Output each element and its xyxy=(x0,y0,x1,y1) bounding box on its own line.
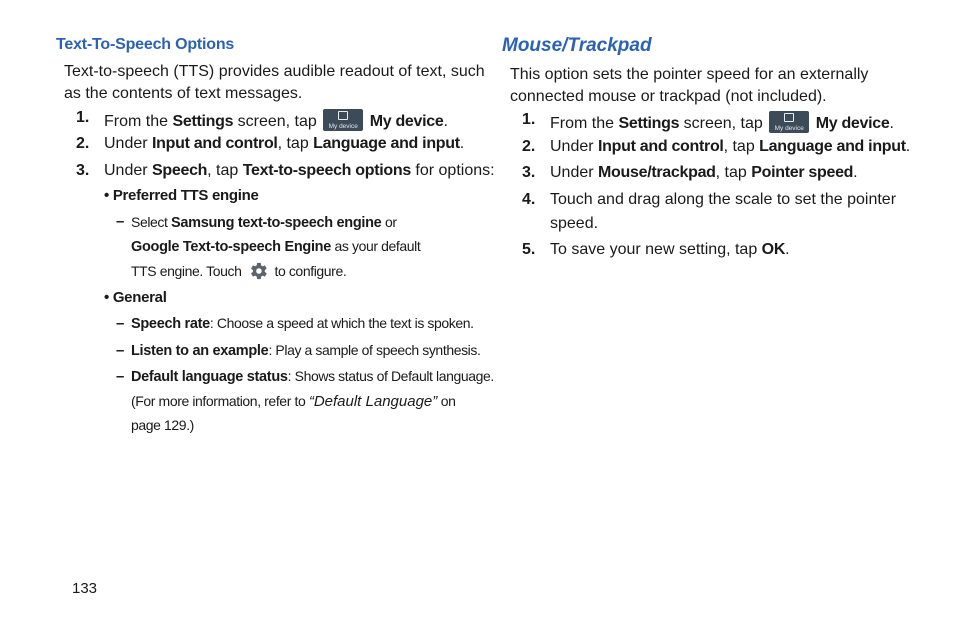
preferred-line-2 xyxy=(131,238,420,255)
my-device-icon xyxy=(769,111,809,133)
section-heading: Mouse/Trackpad xyxy=(502,35,652,56)
my-device-icon-label: My device xyxy=(774,125,804,132)
step-text xyxy=(550,164,858,182)
my-device-icon-label: My device xyxy=(328,123,358,130)
google-engine-label: Google Text-to-speech Engine xyxy=(131,239,331,255)
step-number: 3. xyxy=(522,164,536,181)
input-control-label: Input and control xyxy=(152,135,278,152)
mouse-intro-line-1: This option sets the pointer speed for an externally xyxy=(510,66,869,83)
pointer-speed-label: Pointer speed xyxy=(751,164,854,181)
my-device-icon xyxy=(323,109,363,131)
step-text-part: for options: xyxy=(410,162,495,179)
step-number: 2. xyxy=(522,138,536,155)
text-part: Select xyxy=(131,214,171,230)
language-input-label: Language and input xyxy=(313,135,460,152)
text-part: (For more information, refer to xyxy=(131,393,309,409)
step-text-part: screen, tap xyxy=(233,113,322,130)
default-language-status-label: Default language status xyxy=(131,369,288,385)
step-text-part: From the xyxy=(104,113,173,130)
step-text-part: Under xyxy=(104,162,153,179)
text-part: : Choose a speed at which the text is spoken. xyxy=(209,315,474,331)
settings-label: Settings xyxy=(618,115,680,132)
device-glyph xyxy=(338,111,348,120)
step-text xyxy=(104,135,464,153)
text-part: TTS engine. Touch xyxy=(131,263,242,279)
step-text-part: screen, tap xyxy=(679,115,768,132)
bullet-general: • General xyxy=(104,289,167,306)
step-text-part: Under xyxy=(104,135,153,152)
my-device-label: My device xyxy=(815,115,890,132)
step-text-part: . xyxy=(443,113,448,130)
step-text-part: Under xyxy=(550,138,599,155)
step-text-part: , tap xyxy=(207,162,243,179)
dash-marker: – xyxy=(116,213,125,230)
step-text-part: To save your new setting, tap xyxy=(550,241,762,258)
step-text-continuation: speed. xyxy=(550,215,599,232)
text-part: as your default xyxy=(331,238,421,254)
text-part: : Shows status of Default language. xyxy=(287,368,494,384)
step-number: 2. xyxy=(76,135,90,152)
preferred-line-1 xyxy=(131,214,397,231)
step-text-part: . xyxy=(785,241,790,258)
step-text xyxy=(550,241,790,259)
bullet-preferred-tts: • Preferred TTS engine xyxy=(104,187,259,204)
step-number: 3. xyxy=(76,162,90,179)
step-text xyxy=(550,138,910,156)
dash-marker: – xyxy=(116,342,125,359)
reference-line-1 xyxy=(131,393,456,410)
listen-example-label: Listen to an example xyxy=(131,343,269,359)
step-number: 4. xyxy=(522,191,536,208)
step-text-part: Under xyxy=(550,164,599,181)
step-number: 1. xyxy=(76,109,90,126)
mouse-trackpad-label: Mouse/trackpad xyxy=(598,164,716,181)
section-subheading: Text-To-Speech Options xyxy=(56,36,235,53)
step-text-part: From the xyxy=(550,115,619,132)
step-text xyxy=(550,111,894,133)
ok-label: OK xyxy=(761,241,786,258)
step-text-part: . xyxy=(905,138,911,155)
input-control-label: Input and control xyxy=(598,138,724,155)
text-part: to configure. xyxy=(274,263,347,279)
text-part: on xyxy=(437,393,456,409)
page-number: 133 xyxy=(72,580,98,597)
step-text xyxy=(104,162,495,180)
reference-line-2: page 129.) xyxy=(131,417,194,433)
general-item-listen-example xyxy=(131,342,481,359)
step-text-part: , tap xyxy=(277,135,314,152)
step-text-part: . xyxy=(853,164,858,181)
step-number: 5. xyxy=(522,241,536,258)
step-number: 1. xyxy=(522,111,536,128)
tts-intro-line-2: as the contents of text messages. xyxy=(64,85,303,102)
my-device-label: My device xyxy=(369,113,444,130)
text-part: or xyxy=(381,214,397,230)
default-language-link[interactable]: “Default Language” xyxy=(308,393,438,410)
speech-rate-label: Speech rate xyxy=(131,316,210,332)
device-glyph xyxy=(784,113,794,122)
tts-options-label: Text-to-speech options xyxy=(242,162,411,179)
step-text-part: . xyxy=(459,135,465,152)
step-text xyxy=(104,109,448,131)
tts-intro-line-1: Text-to-speech (TTS) provides audible readout of text, such xyxy=(64,63,485,80)
mouse-intro-line-2: connected mouse or trackpad (not included). xyxy=(510,88,827,105)
dash-marker: – xyxy=(116,315,125,332)
gear-icon xyxy=(247,260,269,282)
text-part: : Play a sample of speech synthesis. xyxy=(268,342,481,358)
step-text: Touch and drag along the scale to set the pointer xyxy=(550,191,897,208)
general-item-default-language xyxy=(131,368,494,385)
preferred-line-3 xyxy=(131,260,346,282)
language-input-label: Language and input xyxy=(759,138,906,155)
speech-label: Speech xyxy=(152,162,208,179)
samsung-engine-label: Samsung text-to-speech engine xyxy=(171,215,382,231)
dash-marker: – xyxy=(116,368,125,385)
settings-label: Settings xyxy=(172,113,234,130)
general-item-speech-rate xyxy=(131,315,474,332)
step-text-part: . xyxy=(889,115,894,132)
step-text-part: , tap xyxy=(715,164,752,181)
step-text-part: , tap xyxy=(723,138,760,155)
